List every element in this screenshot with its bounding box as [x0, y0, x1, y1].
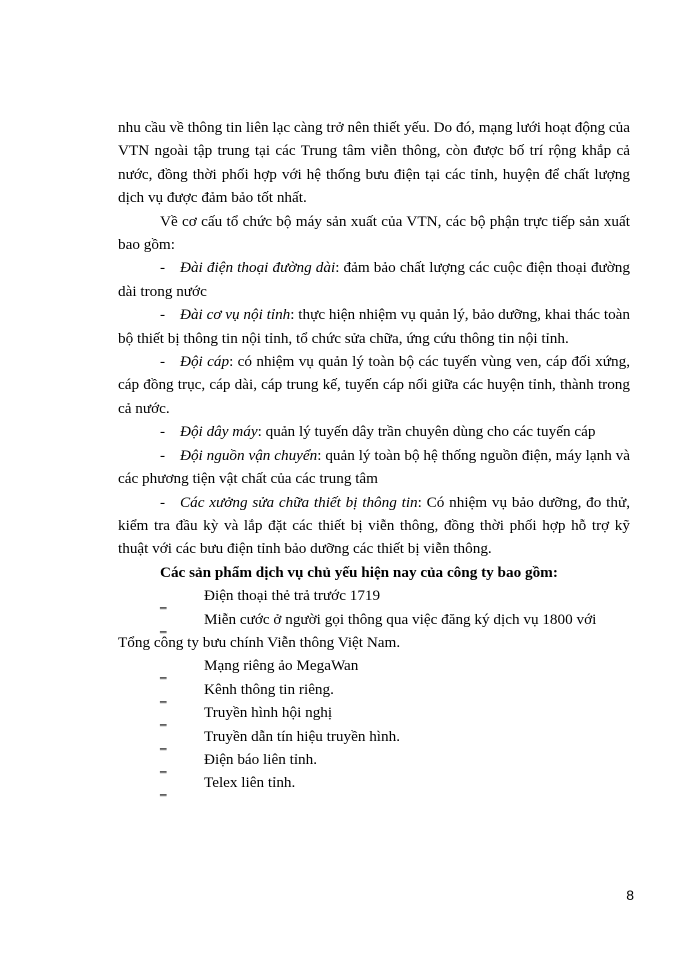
department-name: Đội dây máy: [180, 423, 258, 441]
department-desc: : quản lý toàn bộ hệ thống nguồn điện, máy lạnh và các phương tiện vật chất của các trung tâm: [118, 446, 630, 488]
bullet-mark: ‗: [160, 687, 167, 703]
department-name: Đài cơ vụ nội tỉnh: [180, 306, 291, 324]
document-body: [118, 116, 630, 795]
department-list: [118, 256, 630, 560]
department-item: - Đài điện thoại đường dài: đảm bảo chất lượng các cuộc điện thoại đường dài trong nước: [118, 259, 630, 300]
product-list: [118, 584, 630, 795]
products-heading: Các sản phẩm dịch vụ chủ yếu hiện nay của công ty bao gồm:: [160, 563, 558, 581]
department-name: Đội cáp: [180, 353, 230, 371]
product-item: ‗ Điện báo liên tỉnh.: [118, 748, 630, 771]
department-item: - Đội cáp: có nhiệm vụ quản lý toàn bộ các tuyến vùng ven, cáp đối xứng, cáp đồng trục, cáp dài, cáp trung kế, tuyến cáp nối giữa các huyện tỉnh, thành trong cả nước.: [118, 353, 631, 417]
department-item: - Đài cơ vụ nội tỉnh: thực hiện nhiệm vụ quản lý, bảo dưỡng, khai thác toàn bộ thiết bị thông tin nội tỉnh, tổ chức sửa chữa, ứng cứu thông tin nội tỉnh.: [118, 306, 631, 347]
department-name: Các xưởng sửa chữa thiết bị thông tin: [180, 493, 418, 511]
product-item: ‗ Điện thoại thẻ trả trước 1719: [118, 584, 630, 607]
bullet-mark: ‗: [160, 711, 167, 727]
product-item: ‗ Telex liên tỉnh.: [118, 771, 630, 794]
product-item: ‗ Mạng riêng ảo MegaWan: [118, 654, 630, 677]
department-desc: : thực hiện nhiệm vụ quản lý, bảo dưỡng, khai thác toàn bộ thiết bị thông tin nội tỉnh, tổ chức sửa chữa, ứng cứu thông tin nội tỉnh.: [118, 306, 631, 347]
page-number: 8: [626, 887, 634, 903]
bullet-mark: ‗: [160, 781, 167, 797]
department-item: - Đội dây máy: quản lý tuyến dây trần chuyên dùng cho các tuyến cáp: [160, 423, 596, 441]
department-item: - Các xưởng sửa chữa thiết bị thông tin: Có nhiệm vụ bảo dưỡng, đo thử, kiểm tra đầu kỳ và lắp đặt các thiết bị viễn thông, đồng thời phối hợp hỗ trợ kỹ thuật với các bưu điện tỉnh bảo dưỡng các thiết bị viễn thông.: [118, 493, 630, 558]
department-item: - Đội nguồn vận chuyển: quản lý toàn bộ hệ thống nguồn điện, máy lạnh và các phương tiện vật chất của các trung tâm: [118, 446, 630, 488]
department-name: Đài điện thoại đường dài: [180, 259, 336, 277]
product-item: ‗ Truyền dẫn tín hiệu truyền hình.: [118, 725, 630, 748]
bullet-mark: ‗: [160, 734, 167, 750]
bullet-mark: ‗: [160, 594, 167, 610]
bullet-mark: ‗: [160, 664, 167, 680]
department-desc: : Có nhiệm vụ bảo dưỡng, đo thử, kiểm tra đầu kỳ và lắp đặt các thiết bị viễn thông, đồng thời phối hợp hỗ trợ kỹ thuật với các bưu điện tỉnh bảo dưỡng các thiết bị viễn thông.: [118, 493, 630, 558]
product-item: ‗ Kênh thông tin riêng.: [118, 678, 630, 701]
product-item: ‗ Miễn cước ở người gọi thông qua việc đăng ký dịch vụ 1800 với Tổng công ty bưu chính Viễn thông Việt Nam.: [118, 610, 597, 651]
structure-paragraph: Về cơ cấu tổ chức bộ máy sản xuất của VTN, các bộ phận trực tiếp sản xuất bao gồm:: [118, 212, 630, 254]
department-desc: : đảm bảo chất lượng các cuộc điện thoại đường dài trong nước: [118, 259, 630, 300]
department-name: Đội nguồn vận chuyển: [180, 446, 318, 464]
bullet-mark: ‗: [160, 757, 167, 773]
department-desc: : có nhiệm vụ quản lý toàn bộ các tuyến vùng ven, cáp đối xứng, cáp đồng trục, cáp dài, cáp trung kế, tuyến cáp nối giữa các huyện tỉnh, thành trong cả nước.: [118, 353, 631, 417]
product-item: ‗ Truyền hình hội nghị: [118, 701, 630, 724]
department-desc: : quản lý tuyến dây trần chuyên dùng cho các tuyến cáp: [257, 423, 596, 441]
intro-paragraph: nhu cầu về thông tin liên lạc càng trở nên thiết yếu. Do đó, mạng lưới hoạt động của VTN ngoài tập trung tại các Trung tâm viễn thông, còn được bố trí rộng khắp cả nước, đồng thời phối hợp với hệ thống bưu điện tại các tỉnh, huyện để chất lượng dịch vụ được đảm bảo tốt nhất.: [118, 119, 630, 207]
bullet-mark: ‗: [160, 617, 167, 633]
